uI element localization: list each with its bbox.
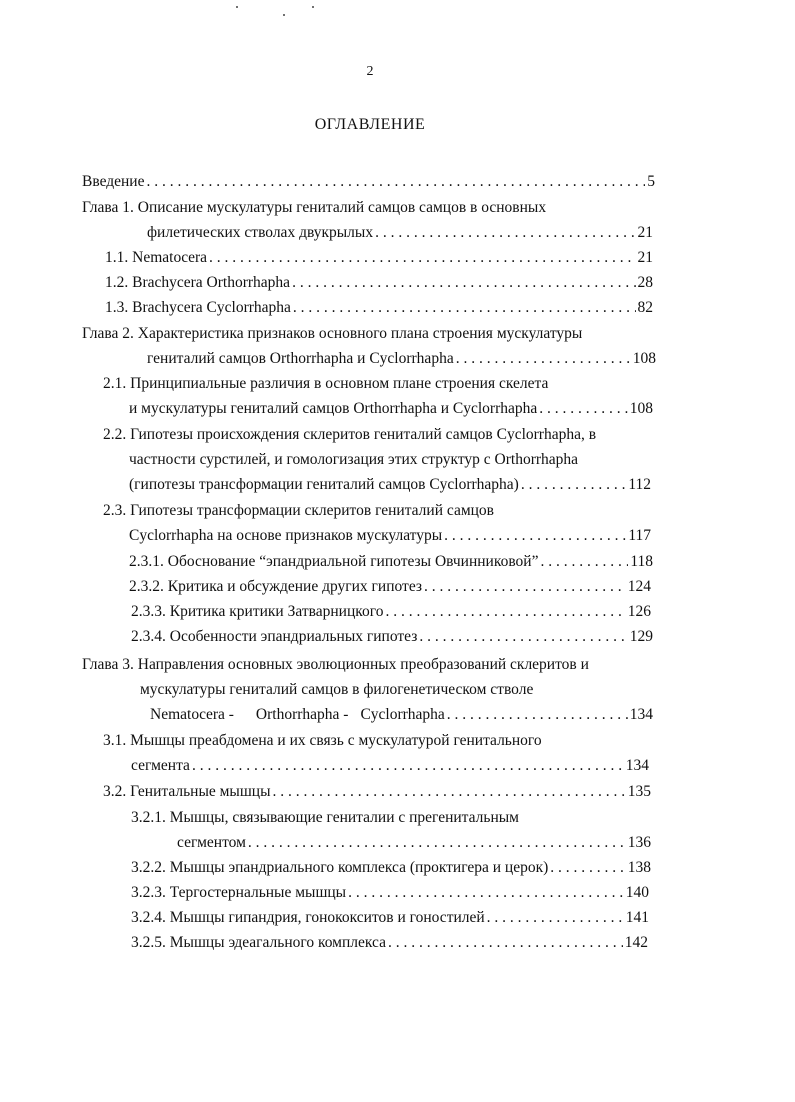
leader-dots <box>209 246 636 270</box>
toc-entry-1-1 <box>105 246 653 270</box>
entry-page: 140 <box>625 884 649 901</box>
leader-dots <box>146 170 645 194</box>
entry-text: (гипотезы трансформации гениталий самцов Cyclorrhapha) <box>129 476 519 493</box>
entry-page: 82 <box>637 299 653 316</box>
entry-page: 126 <box>627 603 651 620</box>
toc-entry-1-3 <box>105 296 653 320</box>
entry-text: Глава 3. Направления основных эволюционных преобразований склеритов и <box>82 656 589 673</box>
entry-page: 134 <box>629 706 653 723</box>
leader-dots <box>385 600 625 624</box>
scan-speck <box>283 14 285 16</box>
toc-entry-3-2 <box>103 780 651 804</box>
entry-page: 21 <box>637 249 653 266</box>
leader-dots <box>456 347 631 371</box>
leader-dots <box>424 575 626 599</box>
toc-entry-3-1-line-1 <box>103 729 542 753</box>
entry-text: Глава 2. Характеристика признаков основного плана строения мускулатуры <box>82 325 583 342</box>
leader-dots <box>444 524 626 548</box>
leader-dots <box>388 931 623 955</box>
entry-text: 2.1. Принципиальные различия в основном плане строения скелета <box>103 375 549 392</box>
toc-entry-3-2-1-line-2 <box>177 831 651 855</box>
entry-text: гениталий самцов Orthorrhapha и Cyclorrhapha <box>147 350 454 367</box>
toc-entry-2-2-line-1 <box>103 423 596 447</box>
entry-text: 3.1. Мышцы преабдомена и их связь с мускулатурой генитального <box>103 732 542 749</box>
entry-page: 124 <box>627 578 651 595</box>
entry-text: Глава 1. Описание мускулатуры гениталий самцов самцов в основных <box>82 199 547 216</box>
entry-page: 136 <box>627 834 651 851</box>
toc-entry-2-3-line-1 <box>103 499 494 523</box>
entry-text: 2.3.1. Обоснование “эпандриальной гипотезы Овчинниковой” <box>129 553 539 570</box>
entry-text-orthorrhapha: Orthorrhapha - <box>255 706 349 723</box>
toc-entry-chapter-1-line-2 <box>147 221 653 245</box>
leader-dots <box>273 780 626 804</box>
entry-text: филетических стволах двукрылых <box>147 224 374 241</box>
toc-entry-2-3-2 <box>129 575 651 599</box>
entry-text: сегментом <box>177 834 246 851</box>
entry-text: 3.2.3. Тергостернальные мышцы <box>131 884 347 901</box>
entry-text: 1.3. Brachycera Cyclorrhapha <box>105 299 291 316</box>
entry-page: 134 <box>625 757 649 774</box>
scan-speck <box>236 6 238 8</box>
leader-dots <box>550 856 625 880</box>
toc-entry-chapter-2-line-1 <box>82 322 582 346</box>
entry-page: 108 <box>632 350 656 367</box>
entry-text: 2.2. Гипотезы происхождения склеритов гениталий самцов Cyclorrhapha, в <box>103 426 597 443</box>
entry-text: 1.1. Nematocera <box>105 249 207 266</box>
toc-entry-1-2 <box>105 271 653 295</box>
entry-page: 5 <box>647 173 655 190</box>
entry-page: 138 <box>627 859 651 876</box>
entry-text: 3.2.1. Мышцы, связывающие гениталии с прегенитальным <box>131 809 519 826</box>
toc-entry-introduction <box>82 170 655 194</box>
entry-text: сегмента <box>131 757 190 774</box>
leader-dots <box>375 221 635 245</box>
toc-entry-chapter-3-line-3 <box>150 703 653 727</box>
entry-page: 142 <box>624 934 648 951</box>
toc-entry-2-2-line-2 <box>129 448 578 472</box>
toc-title: ОГЛАВЛЕНИЕ <box>314 116 426 133</box>
toc-entry-3-1-line-2 <box>131 754 649 778</box>
toc-entry-2-3-1 <box>129 550 653 574</box>
entry-page: 118 <box>630 553 653 570</box>
leader-dots <box>447 703 628 727</box>
entry-text: мускулатуры гениталий самцов в филогенетическом стволе <box>140 681 534 698</box>
entry-page: 141 <box>625 909 649 926</box>
entry-page: 129 <box>629 628 653 645</box>
entry-page: 21 <box>637 224 653 241</box>
leader-dots <box>521 473 626 497</box>
entry-text-nematocera: Nematocera - <box>150 706 234 723</box>
toc-entry-2-2-line-3 <box>129 473 651 497</box>
entry-text: частности сурстилей, и гомологизация этих структур с Orthorrhapha <box>129 451 579 468</box>
toc-entry-chapter-3-line-1 <box>82 653 589 677</box>
scan-speck <box>312 6 314 8</box>
entry-text: 3.2. Генитальные мышцы <box>103 783 271 800</box>
entry-text: 2.3. Гипотезы трансформации склеритов гениталий самцов <box>103 502 494 519</box>
toc-entry-3-2-5 <box>131 931 648 955</box>
toc-entry-2-3-line-2 <box>129 524 651 548</box>
entry-text: 3.2.2. Мышцы эпандриального комплекса (проктигера и церок) <box>131 859 549 876</box>
entry-text: Введение <box>82 173 145 190</box>
leader-dots <box>419 625 627 649</box>
entry-text-cyclorrhapha: Cyclorrhapha <box>360 706 445 723</box>
entry-text: Cyclorrhapha на основе признаков мускулатуры <box>129 527 443 544</box>
toc-entry-2-3-3 <box>131 600 651 624</box>
entry-text: 3.2.5. Мышцы эдеагального комплекса <box>131 934 386 951</box>
toc-entry-2-1-line-1 <box>103 372 548 396</box>
entry-text: 2.3.3. Критика критики Затварницкого <box>131 603 384 620</box>
toc-entry-chapter-3-line-2 <box>140 678 533 702</box>
leader-dots <box>248 831 626 855</box>
page-number: 2 <box>366 64 374 79</box>
leader-dots <box>293 296 636 320</box>
entry-text: и мускулатуры гениталий самцов Orthorrhapha и Cyclorrhapha <box>129 400 538 417</box>
entry-text: 2.3.4. Особенности эпандриальных гипотез <box>131 628 418 645</box>
entry-text: 2.3.2. Критика и обсуждение других гипотез <box>129 578 423 595</box>
toc-entry-3-2-3 <box>131 881 649 905</box>
leader-dots <box>192 754 624 778</box>
toc-entry-2-3-4 <box>131 625 653 649</box>
toc-entry-chapter-2-line-2 <box>147 347 656 371</box>
leader-dots <box>292 271 635 295</box>
toc-entry-3-2-1-line-1 <box>131 806 519 830</box>
toc-entry-3-2-4 <box>131 906 649 930</box>
entry-page: 112 <box>628 476 651 493</box>
entry-page: 108 <box>629 400 653 417</box>
leader-dots <box>487 906 624 930</box>
entry-text: 1.2. Brachycera Orthorrhapha <box>105 274 291 291</box>
entry-page: 117 <box>628 527 651 544</box>
entry-page: 28 <box>637 274 653 291</box>
toc-entry-3-2-2 <box>131 856 651 880</box>
entry-page: 135 <box>627 783 651 800</box>
leader-dots <box>348 881 624 905</box>
entry-text: 3.2.4. Мышцы гипандрия, гонококситов и гоностилей <box>131 909 485 926</box>
leader-dots <box>540 550 628 574</box>
leader-dots <box>539 397 627 421</box>
toc-entry-2-1-line-2 <box>129 397 653 421</box>
toc-entry-chapter-1-line-1 <box>82 196 546 220</box>
